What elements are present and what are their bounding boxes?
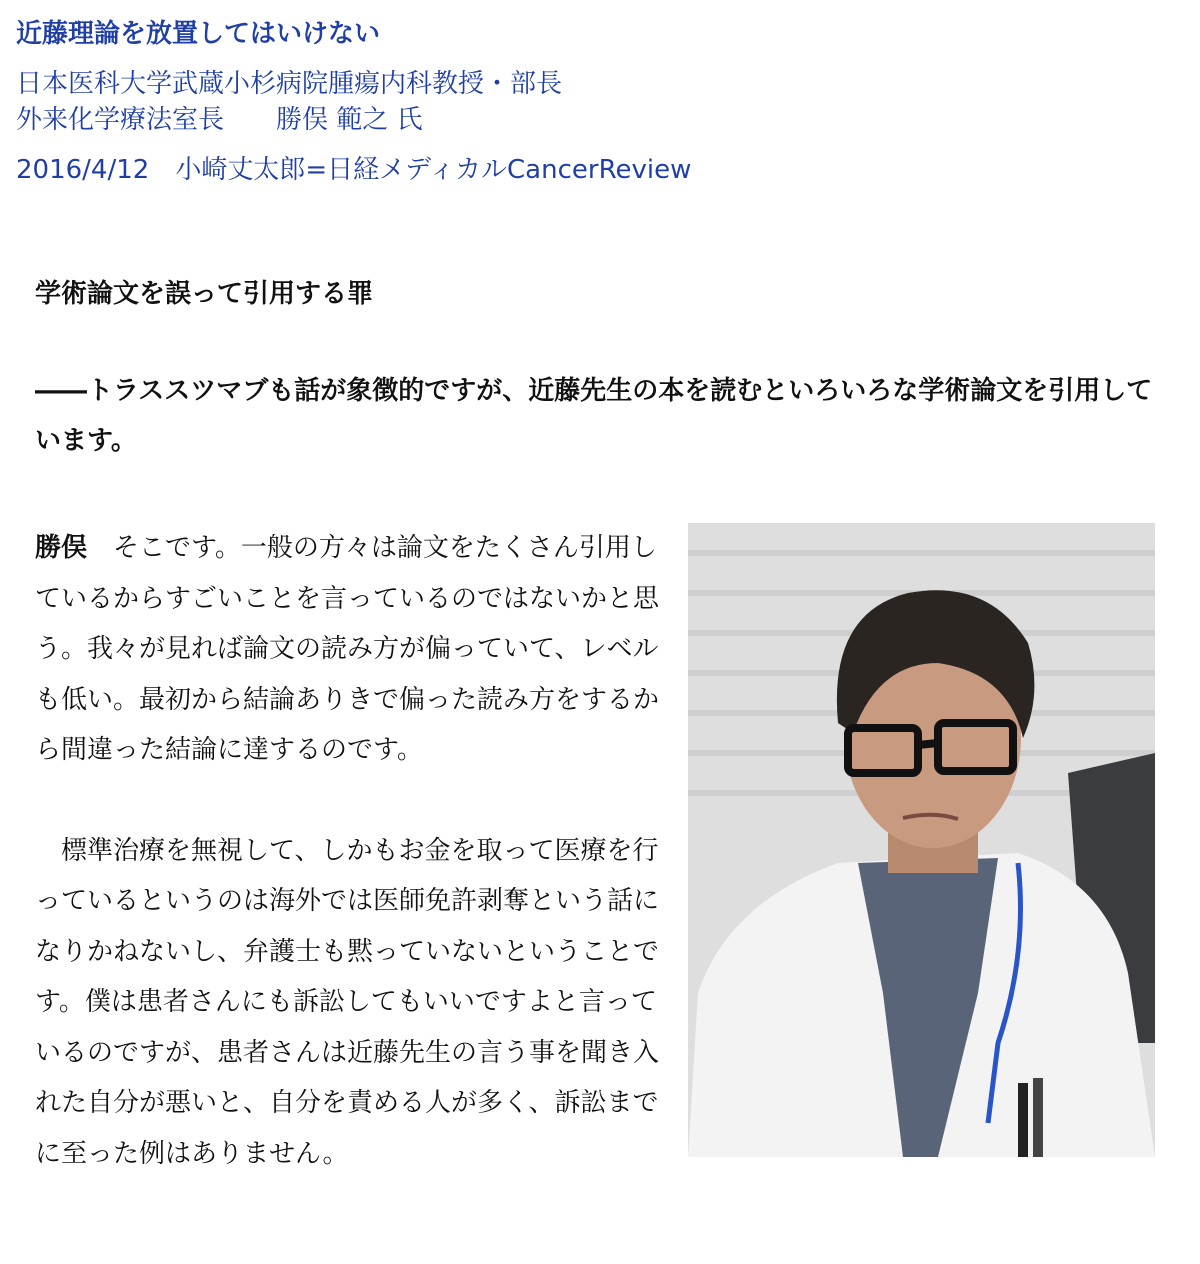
section-heading: 学術論文を誤って引用する罪 (35, 279, 374, 309)
speaker-name: 勝俣 (35, 533, 88, 563)
portrait-photo (688, 523, 1155, 1157)
answer-paragraph-2: 標準治療を無視して、しかもお金を取って医療を行っているというのは海外では医師免許剥奪という話になりかねないし、弁護士も黙っていないということです。僕は患者さんにも訴訟してもいいですよと言っているのですが、患者さんは近藤先生の言う事を聞き入れた自分が悪いと、自分を責める人が多く、訴訟までに至った例はありません。 (35, 835, 660, 1169)
affiliation-line-1: 日本医科大学武蔵小杉病院腫瘍内科教授・部長 (16, 69, 563, 99)
article-title: 近藤理論を放置してはいけない (16, 19, 381, 49)
interview-answer (35, 523, 665, 1179)
interview-question: ――トラススツマブも話が象徴的ですが、近藤先生の本を読むといろいろな学術論文を引用しています。 (35, 376, 1153, 456)
affiliation-line-2: 外来化学療法室長 勝俣 範之 氏 (16, 105, 423, 135)
portrait-illustration (688, 523, 1155, 1157)
article-byline: 2016/4/12 小崎丈太郎=日経メディカルCancerReview (16, 155, 692, 185)
answer-paragraph-1-text: そこです。一般の方々は論文をたくさん引用しているからすごいことを言っているのではないかと思う。我々が見れば論文の読み方が偏っていて、レベルも低い。最初から結論ありきで偏った読み方をするから間違った結論に達するのです。 (35, 533, 660, 765)
article-header (16, 14, 1176, 188)
answer-paragraph-1 (35, 523, 665, 776)
author-affiliation (16, 66, 1176, 138)
